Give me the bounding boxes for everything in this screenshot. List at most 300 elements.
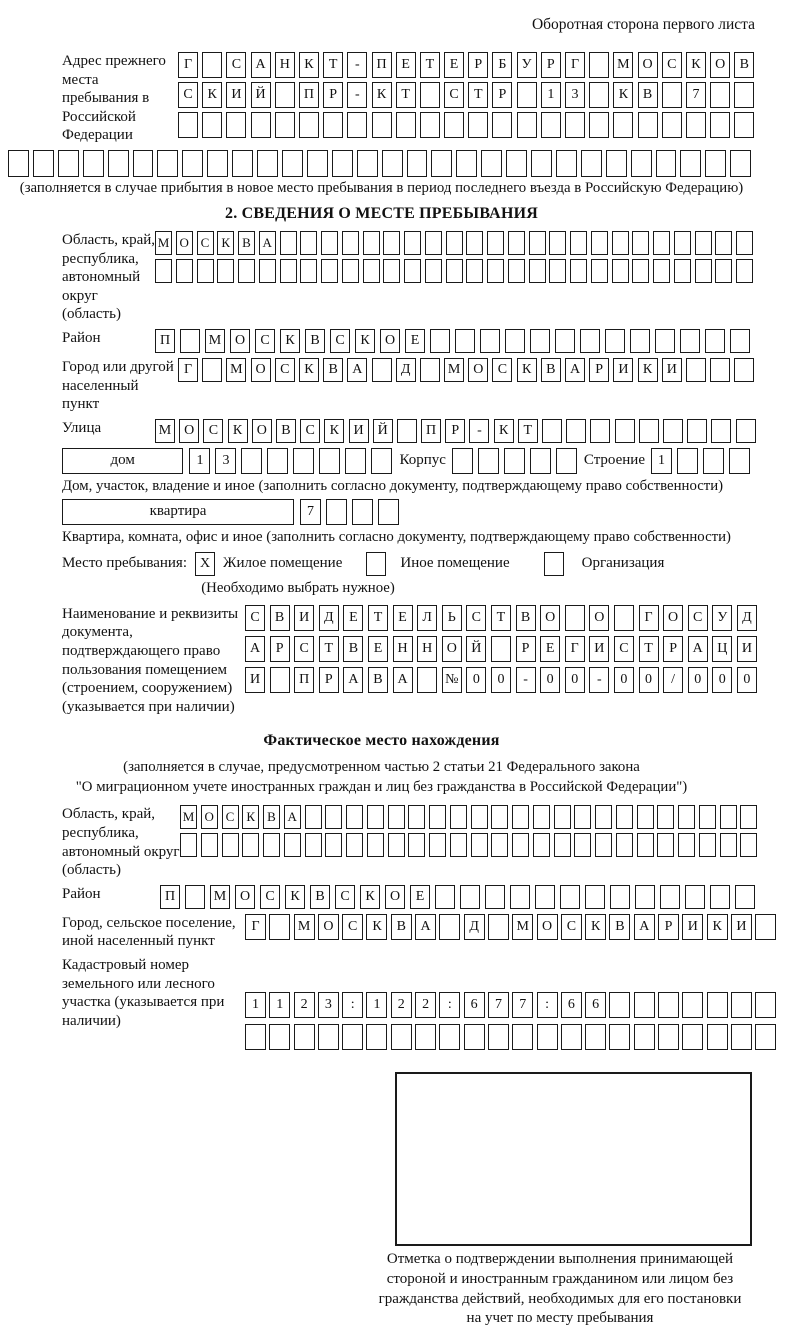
char-cell[interactable] bbox=[574, 833, 591, 857]
char-cell[interactable] bbox=[293, 448, 314, 474]
char-cell[interactable] bbox=[715, 259, 732, 283]
char-cell[interactable] bbox=[616, 833, 633, 857]
char-cell[interactable] bbox=[185, 885, 205, 909]
fact-raion-row[interactable] bbox=[160, 885, 760, 909]
char-cell[interactable]: Ь bbox=[442, 605, 462, 631]
char-cell[interactable] bbox=[245, 1024, 266, 1050]
char-cell[interactable] bbox=[570, 259, 587, 283]
char-cell[interactable]: 1 bbox=[189, 448, 210, 474]
char-cell[interactable]: 7 bbox=[686, 82, 706, 108]
char-cell[interactable]: П bbox=[160, 885, 180, 909]
char-cell[interactable] bbox=[429, 805, 446, 829]
char-cell[interactable]: Р bbox=[468, 52, 488, 78]
char-cell[interactable] bbox=[407, 150, 428, 177]
char-cell[interactable] bbox=[632, 231, 649, 255]
char-cell[interactable]: С bbox=[688, 605, 708, 631]
char-cell[interactable] bbox=[637, 805, 654, 829]
char-cell[interactable]: К bbox=[585, 914, 606, 940]
char-cell[interactable]: 7 bbox=[512, 992, 533, 1018]
char-cell[interactable]: К bbox=[299, 52, 319, 78]
char-cell[interactable] bbox=[710, 112, 730, 138]
char-cell[interactable]: В bbox=[270, 605, 290, 631]
char-cell[interactable] bbox=[609, 1024, 630, 1050]
char-cell[interactable]: 0 bbox=[737, 667, 757, 693]
char-cell[interactable]: С bbox=[245, 605, 265, 631]
char-cell[interactable]: 2 bbox=[391, 992, 412, 1018]
char-cell[interactable]: М bbox=[155, 231, 172, 255]
char-cell[interactable] bbox=[408, 833, 425, 857]
char-cell[interactable] bbox=[347, 112, 367, 138]
korpus-cells[interactable] bbox=[452, 448, 582, 474]
char-cell[interactable]: К bbox=[494, 419, 514, 443]
char-cell[interactable] bbox=[680, 329, 700, 353]
char-cell[interactable]: О bbox=[179, 419, 199, 443]
char-cell[interactable]: О bbox=[540, 605, 560, 631]
char-cell[interactable] bbox=[284, 833, 301, 857]
char-cell[interactable] bbox=[755, 1024, 776, 1050]
char-cell[interactable] bbox=[108, 150, 129, 177]
char-cell[interactable]: И bbox=[349, 419, 369, 443]
char-cell[interactable] bbox=[740, 833, 757, 857]
char-cell[interactable]: Б bbox=[492, 52, 512, 78]
char-cell[interactable] bbox=[182, 150, 203, 177]
char-cell[interactable]: 3 bbox=[215, 448, 236, 474]
char-cell[interactable] bbox=[615, 419, 635, 443]
char-cell[interactable] bbox=[275, 112, 295, 138]
char-cell[interactable] bbox=[634, 992, 655, 1018]
doc-row-2[interactable] bbox=[245, 636, 761, 662]
char-cell[interactable] bbox=[232, 150, 253, 177]
char-cell[interactable] bbox=[612, 259, 629, 283]
char-cell[interactable] bbox=[678, 833, 695, 857]
char-cell[interactable] bbox=[657, 833, 674, 857]
char-cell[interactable]: Т bbox=[323, 52, 343, 78]
char-cell[interactable]: М bbox=[180, 805, 197, 829]
doc-row-3[interactable] bbox=[245, 667, 761, 693]
prev-address-overflow-row[interactable] bbox=[8, 150, 755, 177]
char-cell[interactable]: 0 bbox=[491, 667, 511, 693]
char-cell[interactable]: В bbox=[310, 885, 330, 909]
char-cell[interactable]: : bbox=[342, 992, 363, 1018]
raion-row[interactable] bbox=[155, 329, 755, 353]
char-cell[interactable] bbox=[378, 499, 399, 525]
char-cell[interactable] bbox=[450, 805, 467, 829]
char-cell[interactable]: 7 bbox=[488, 992, 509, 1018]
char-cell[interactable] bbox=[207, 150, 228, 177]
char-cell[interactable]: И bbox=[226, 82, 246, 108]
char-cell[interactable] bbox=[542, 419, 562, 443]
char-cell[interactable] bbox=[372, 358, 392, 382]
char-cell[interactable]: Г bbox=[639, 605, 659, 631]
char-cell[interactable]: Г bbox=[178, 358, 198, 382]
char-cell[interactable] bbox=[450, 833, 467, 857]
char-cell[interactable] bbox=[251, 112, 271, 138]
char-cell[interactable] bbox=[561, 1024, 582, 1050]
char-cell[interactable] bbox=[707, 1024, 728, 1050]
char-cell[interactable] bbox=[408, 805, 425, 829]
char-cell[interactable]: Е bbox=[396, 52, 416, 78]
char-cell[interactable]: А bbox=[251, 52, 271, 78]
char-cell[interactable]: Й bbox=[466, 636, 486, 662]
char-cell[interactable] bbox=[533, 833, 550, 857]
char-cell[interactable]: Н bbox=[275, 52, 295, 78]
char-cell[interactable]: : bbox=[439, 992, 460, 1018]
char-cell[interactable]: У bbox=[517, 52, 537, 78]
char-cell[interactable] bbox=[699, 805, 716, 829]
char-cell[interactable] bbox=[663, 419, 683, 443]
char-cell[interactable] bbox=[492, 112, 512, 138]
char-cell[interactable] bbox=[332, 150, 353, 177]
char-cell[interactable] bbox=[202, 358, 222, 382]
char-cell[interactable]: Д bbox=[319, 605, 339, 631]
char-cell[interactable] bbox=[731, 992, 752, 1018]
char-cell[interactable]: Н bbox=[393, 636, 413, 662]
char-cell[interactable] bbox=[508, 259, 525, 283]
char-cell[interactable]: М bbox=[210, 885, 230, 909]
char-cell[interactable] bbox=[300, 259, 317, 283]
char-cell[interactable] bbox=[574, 805, 591, 829]
char-cell[interactable]: 2 bbox=[294, 992, 315, 1018]
char-cell[interactable]: М bbox=[294, 914, 315, 940]
char-cell[interactable]: В bbox=[238, 231, 255, 255]
char-cell[interactable] bbox=[439, 1024, 460, 1050]
char-cell[interactable] bbox=[591, 231, 608, 255]
char-cell[interactable]: Т bbox=[319, 636, 339, 662]
char-cell[interactable] bbox=[529, 259, 546, 283]
char-cell[interactable] bbox=[510, 885, 530, 909]
char-cell[interactable]: - bbox=[516, 667, 536, 693]
char-cell[interactable] bbox=[734, 82, 754, 108]
char-cell[interactable]: 0 bbox=[565, 667, 585, 693]
char-cell[interactable] bbox=[367, 805, 384, 829]
char-cell[interactable] bbox=[397, 419, 417, 443]
char-cell[interactable]: Р bbox=[541, 52, 561, 78]
char-cell[interactable]: И bbox=[589, 636, 609, 662]
char-cell[interactable] bbox=[429, 833, 446, 857]
char-cell[interactable] bbox=[468, 112, 488, 138]
char-cell[interactable] bbox=[595, 805, 612, 829]
char-cell[interactable] bbox=[699, 833, 716, 857]
char-cell[interactable] bbox=[471, 833, 488, 857]
char-cell[interactable]: 6 bbox=[561, 992, 582, 1018]
char-cell[interactable] bbox=[556, 448, 577, 474]
char-cell[interactable] bbox=[425, 231, 442, 255]
char-cell[interactable] bbox=[656, 150, 677, 177]
char-cell[interactable] bbox=[226, 112, 246, 138]
char-cell[interactable]: - bbox=[347, 52, 367, 78]
char-cell[interactable]: С bbox=[614, 636, 634, 662]
char-cell[interactable] bbox=[488, 1024, 509, 1050]
char-cell[interactable]: Р bbox=[516, 636, 536, 662]
char-cell[interactable] bbox=[695, 259, 712, 283]
char-cell[interactable] bbox=[345, 448, 366, 474]
char-cell[interactable] bbox=[529, 231, 546, 255]
char-cell[interactable]: С bbox=[444, 82, 464, 108]
prev-address-row-1[interactable] bbox=[178, 52, 759, 78]
char-cell[interactable]: П bbox=[372, 52, 392, 78]
char-cell[interactable] bbox=[267, 448, 288, 474]
char-cell[interactable]: С bbox=[466, 605, 486, 631]
char-cell[interactable]: А bbox=[245, 636, 265, 662]
char-cell[interactable] bbox=[632, 259, 649, 283]
char-cell[interactable]: В bbox=[276, 419, 296, 443]
char-cell[interactable] bbox=[616, 805, 633, 829]
char-cell[interactable] bbox=[512, 805, 529, 829]
char-cell[interactable] bbox=[478, 448, 499, 474]
char-cell[interactable] bbox=[342, 1024, 363, 1050]
char-cell[interactable] bbox=[631, 150, 652, 177]
char-cell[interactable]: И bbox=[245, 667, 265, 693]
char-cell[interactable]: В bbox=[541, 358, 561, 382]
char-cell[interactable] bbox=[710, 358, 730, 382]
char-cell[interactable] bbox=[535, 885, 555, 909]
char-cell[interactable]: О bbox=[589, 605, 609, 631]
mesto-checkbox-inoe[interactable] bbox=[366, 552, 386, 576]
char-cell[interactable]: / bbox=[663, 667, 683, 693]
char-cell[interactable]: С bbox=[294, 636, 314, 662]
char-cell[interactable]: М bbox=[512, 914, 533, 940]
char-cell[interactable]: Т bbox=[420, 52, 440, 78]
char-cell[interactable] bbox=[730, 329, 750, 353]
char-cell[interactable]: Р bbox=[663, 636, 683, 662]
char-cell[interactable]: К bbox=[242, 805, 259, 829]
char-cell[interactable] bbox=[201, 833, 218, 857]
kvartira-type-box[interactable]: квартира bbox=[62, 499, 294, 525]
char-cell[interactable] bbox=[630, 329, 650, 353]
char-cell[interactable] bbox=[342, 259, 359, 283]
char-cell[interactable]: - bbox=[347, 82, 367, 108]
char-cell[interactable]: О bbox=[176, 231, 193, 255]
char-cell[interactable]: Е bbox=[540, 636, 560, 662]
char-cell[interactable] bbox=[259, 259, 276, 283]
char-cell[interactable] bbox=[305, 833, 322, 857]
char-cell[interactable] bbox=[517, 82, 537, 108]
char-cell[interactable] bbox=[404, 231, 421, 255]
char-cell[interactable]: К bbox=[355, 329, 375, 353]
char-cell[interactable]: К bbox=[360, 885, 380, 909]
char-cell[interactable] bbox=[639, 419, 659, 443]
char-cell[interactable]: О bbox=[663, 605, 683, 631]
char-cell[interactable]: Г bbox=[565, 636, 585, 662]
char-cell[interactable] bbox=[446, 231, 463, 255]
char-cell[interactable] bbox=[357, 150, 378, 177]
char-cell[interactable] bbox=[176, 259, 193, 283]
char-cell[interactable]: А bbox=[259, 231, 276, 255]
char-cell[interactable] bbox=[371, 448, 392, 474]
char-cell[interactable]: К bbox=[299, 358, 319, 382]
char-cell[interactable]: П bbox=[155, 329, 175, 353]
char-cell[interactable] bbox=[517, 112, 537, 138]
prev-address-row-3[interactable] bbox=[178, 112, 759, 138]
char-cell[interactable]: Н bbox=[417, 636, 437, 662]
char-cell[interactable] bbox=[487, 259, 504, 283]
char-cell[interactable]: М bbox=[226, 358, 246, 382]
char-cell[interactable]: Т bbox=[639, 636, 659, 662]
char-cell[interactable] bbox=[439, 914, 460, 940]
char-cell[interactable]: И bbox=[731, 914, 752, 940]
char-cell[interactable]: 0 bbox=[712, 667, 732, 693]
char-cell[interactable] bbox=[323, 112, 343, 138]
char-cell[interactable] bbox=[512, 1024, 533, 1050]
char-cell[interactable] bbox=[270, 667, 290, 693]
char-cell[interactable]: К bbox=[517, 358, 537, 382]
char-cell[interactable] bbox=[452, 448, 473, 474]
char-cell[interactable] bbox=[703, 448, 724, 474]
char-cell[interactable] bbox=[466, 259, 483, 283]
char-cell[interactable] bbox=[325, 805, 342, 829]
char-cell[interactable] bbox=[686, 112, 706, 138]
char-cell[interactable]: И bbox=[613, 358, 633, 382]
char-cell[interactable]: 1 bbox=[245, 992, 266, 1018]
fact-gorod-row[interactable] bbox=[245, 914, 780, 940]
char-cell[interactable]: К bbox=[217, 231, 234, 255]
char-cell[interactable] bbox=[325, 833, 342, 857]
gorod-row[interactable] bbox=[178, 358, 759, 382]
char-cell[interactable] bbox=[705, 150, 726, 177]
char-cell[interactable] bbox=[729, 448, 750, 474]
kvartira-number-cells[interactable] bbox=[300, 499, 404, 525]
char-cell[interactable] bbox=[653, 259, 670, 283]
char-cell[interactable] bbox=[541, 112, 561, 138]
char-cell[interactable]: В bbox=[368, 667, 388, 693]
char-cell[interactable] bbox=[634, 1024, 655, 1050]
char-cell[interactable]: 0 bbox=[639, 667, 659, 693]
char-cell[interactable]: Р bbox=[445, 419, 465, 443]
char-cell[interactable] bbox=[488, 914, 509, 940]
char-cell[interactable] bbox=[605, 329, 625, 353]
char-cell[interactable] bbox=[464, 1024, 485, 1050]
char-cell[interactable] bbox=[425, 259, 442, 283]
char-cell[interactable] bbox=[197, 259, 214, 283]
char-cell[interactable] bbox=[504, 448, 525, 474]
char-cell[interactable]: С bbox=[561, 914, 582, 940]
char-cell[interactable] bbox=[383, 259, 400, 283]
char-cell[interactable]: К bbox=[707, 914, 728, 940]
char-cell[interactable] bbox=[682, 992, 703, 1018]
char-cell[interactable] bbox=[674, 259, 691, 283]
char-cell[interactable] bbox=[537, 1024, 558, 1050]
char-cell[interactable]: № bbox=[442, 667, 462, 693]
char-cell[interactable] bbox=[180, 329, 200, 353]
char-cell[interactable]: О bbox=[385, 885, 405, 909]
char-cell[interactable] bbox=[8, 150, 29, 177]
char-cell[interactable]: 0 bbox=[540, 667, 560, 693]
char-cell[interactable] bbox=[556, 150, 577, 177]
char-cell[interactable]: Е bbox=[405, 329, 425, 353]
char-cell[interactable] bbox=[404, 259, 421, 283]
char-cell[interactable]: М bbox=[205, 329, 225, 353]
char-cell[interactable]: 0 bbox=[466, 667, 486, 693]
char-cell[interactable] bbox=[707, 992, 728, 1018]
char-cell[interactable] bbox=[662, 82, 682, 108]
char-cell[interactable] bbox=[431, 150, 452, 177]
char-cell[interactable]: К bbox=[613, 82, 633, 108]
char-cell[interactable] bbox=[589, 82, 609, 108]
char-cell[interactable] bbox=[554, 805, 571, 829]
char-cell[interactable]: Т bbox=[468, 82, 488, 108]
char-cell[interactable]: С bbox=[178, 82, 198, 108]
char-cell[interactable] bbox=[506, 150, 527, 177]
char-cell[interactable] bbox=[585, 885, 605, 909]
char-cell[interactable]: Д bbox=[737, 605, 757, 631]
char-cell[interactable] bbox=[686, 358, 706, 382]
char-cell[interactable] bbox=[388, 833, 405, 857]
char-cell[interactable] bbox=[363, 259, 380, 283]
char-cell[interactable] bbox=[460, 885, 480, 909]
char-cell[interactable]: О bbox=[318, 914, 339, 940]
char-cell[interactable]: С bbox=[275, 358, 295, 382]
char-cell[interactable]: Г bbox=[245, 914, 266, 940]
char-cell[interactable] bbox=[565, 112, 585, 138]
char-cell[interactable] bbox=[658, 1024, 679, 1050]
char-cell[interactable]: П bbox=[421, 419, 441, 443]
oblast-row-2[interactable] bbox=[155, 259, 757, 283]
char-cell[interactable] bbox=[549, 231, 566, 255]
char-cell[interactable]: О bbox=[537, 914, 558, 940]
char-cell[interactable] bbox=[217, 259, 234, 283]
char-cell[interactable] bbox=[382, 150, 403, 177]
char-cell[interactable]: Т bbox=[518, 419, 538, 443]
char-cell[interactable]: 1 bbox=[269, 992, 290, 1018]
char-cell[interactable] bbox=[580, 329, 600, 353]
char-cell[interactable]: Р bbox=[319, 667, 339, 693]
char-cell[interactable]: Й bbox=[251, 82, 271, 108]
char-cell[interactable] bbox=[678, 805, 695, 829]
char-cell[interactable] bbox=[480, 329, 500, 353]
char-cell[interactable] bbox=[222, 833, 239, 857]
oblast-row-1[interactable] bbox=[155, 231, 757, 255]
char-cell[interactable] bbox=[609, 992, 630, 1018]
char-cell[interactable]: Е bbox=[393, 605, 413, 631]
char-cell[interactable]: Д bbox=[464, 914, 485, 940]
char-cell[interactable]: А bbox=[565, 358, 585, 382]
char-cell[interactable] bbox=[269, 1024, 290, 1050]
char-cell[interactable] bbox=[294, 1024, 315, 1050]
char-cell[interactable]: М bbox=[613, 52, 633, 78]
char-cell[interactable] bbox=[299, 112, 319, 138]
char-cell[interactable]: Е bbox=[368, 636, 388, 662]
mesto-checkbox-org[interactable] bbox=[544, 552, 564, 576]
char-cell[interactable] bbox=[242, 833, 259, 857]
char-cell[interactable]: С bbox=[335, 885, 355, 909]
char-cell[interactable]: О bbox=[442, 636, 462, 662]
char-cell[interactable] bbox=[202, 112, 222, 138]
char-cell[interactable] bbox=[677, 448, 698, 474]
char-cell[interactable] bbox=[58, 150, 79, 177]
char-cell[interactable]: М bbox=[155, 419, 175, 443]
char-cell[interactable]: П bbox=[299, 82, 319, 108]
char-cell[interactable] bbox=[257, 150, 278, 177]
char-cell[interactable] bbox=[589, 112, 609, 138]
char-cell[interactable]: О bbox=[710, 52, 730, 78]
char-cell[interactable] bbox=[391, 1024, 412, 1050]
char-cell[interactable]: О bbox=[252, 419, 272, 443]
char-cell[interactable] bbox=[420, 112, 440, 138]
char-cell[interactable] bbox=[736, 419, 756, 443]
char-cell[interactable] bbox=[505, 329, 525, 353]
char-cell[interactable] bbox=[446, 259, 463, 283]
char-cell[interactable] bbox=[613, 112, 633, 138]
char-cell[interactable] bbox=[566, 419, 586, 443]
char-cell[interactable]: В bbox=[263, 805, 280, 829]
char-cell[interactable]: С bbox=[300, 419, 320, 443]
char-cell[interactable]: К bbox=[228, 419, 248, 443]
char-cell[interactable]: В bbox=[516, 605, 536, 631]
char-cell[interactable] bbox=[734, 112, 754, 138]
char-cell[interactable]: О bbox=[251, 358, 271, 382]
char-cell[interactable]: А bbox=[343, 667, 363, 693]
char-cell[interactable]: И bbox=[682, 914, 703, 940]
